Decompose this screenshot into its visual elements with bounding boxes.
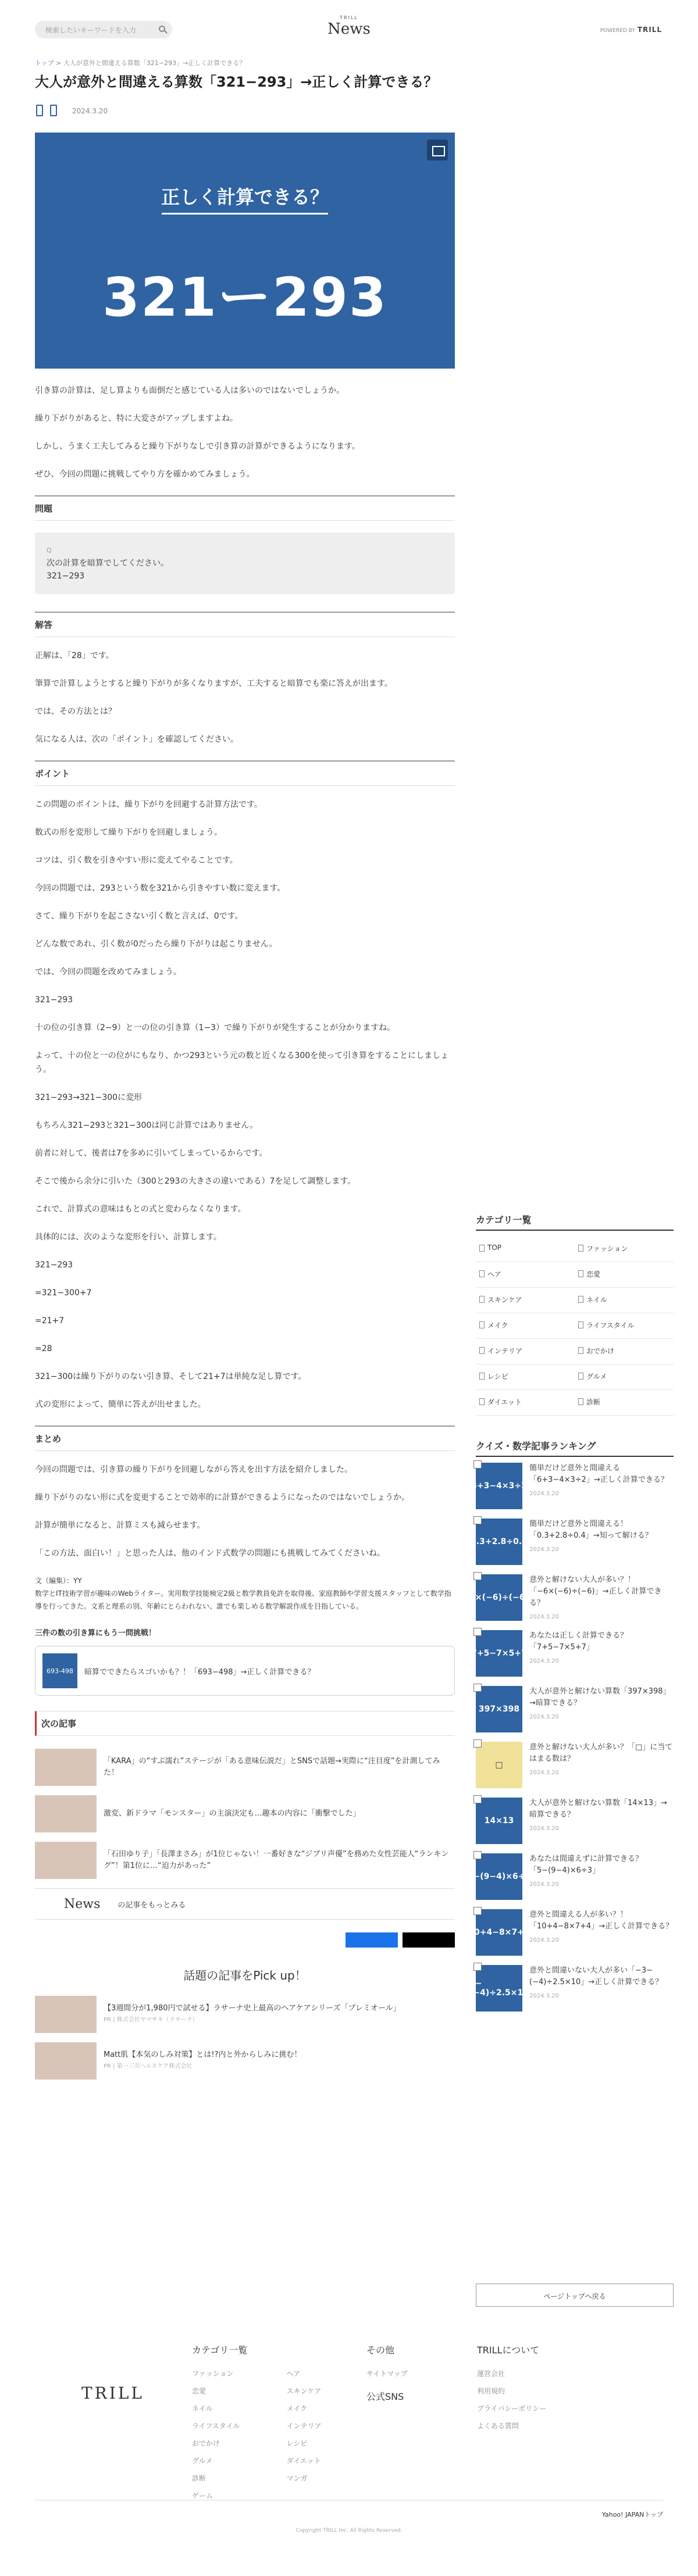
breadcrumb: [35, 58, 245, 67]
ranking-text: [522, 1519, 674, 1569]
more-news-text: の記事をもっとみる: [117, 1900, 186, 1910]
points-paragraph: では、今回の問題を改めてみましょう。: [35, 967, 181, 977]
footer-category-link[interactable]: ファッション: [192, 2370, 234, 2378]
next-title: 激変、新ドラマ「モンスター」の主演決定も…趣本の内容に「衝撃でした」: [104, 1809, 361, 1818]
powered-label: POWERED BY: [600, 28, 635, 34]
intro-paragraph: ぜひ、今回の問題に挑戦してやり方を確かめてみましょう。: [35, 470, 255, 479]
footer-other-link[interactable]: サイトマップ: [366, 2370, 408, 2378]
rank-number-badge: [473, 1795, 482, 1803]
pickup-thumb: [35, 2042, 97, 2080]
category-item[interactable]: ファッション: [575, 1237, 674, 1262]
points-paragraph: =28: [35, 1344, 52, 1353]
footer-about: [477, 2342, 546, 2435]
summary-paragraph: 「この方法、面白い！」と思った人は、他のインド式数学の問題にも挑戦してみてくださいね。: [35, 1549, 385, 1558]
ranking-text: [522, 1574, 674, 1624]
category-item[interactable]: ネイル: [575, 1288, 674, 1313]
footer-category-link[interactable]: ヘア: [286, 2370, 301, 2378]
logo-small: TRILL: [340, 15, 358, 20]
footer-logo[interactable]: TRILL: [81, 2384, 145, 2403]
rank-number-badge: [473, 1739, 482, 1748]
ranking-date: 2024.3.20: [529, 1825, 559, 1832]
points-paragraph: さて、繰り下がりを起こさない引く数と言えば、0です。: [35, 912, 243, 921]
ranking-thumb: [468, 1909, 530, 1956]
footer-category-link[interactable]: ネイル: [192, 2404, 213, 2413]
hero-underline: [162, 213, 328, 215]
hero-subtitle: 正しく計算できる？: [161, 186, 329, 208]
ranking-date: 2024.3.20: [529, 1491, 559, 1497]
intro-paragraph: しかし、うまく工夫してみると繰り下がりなしで引き算の計算ができるようになります。: [35, 442, 360, 451]
summary-heading: まとめ: [35, 1425, 455, 1451]
sidebar: [467, 1213, 674, 2021]
yahoo-link[interactable]: Yahoo! JAPANトップ: [35, 2500, 663, 2519]
next-item[interactable]: [35, 1748, 455, 1787]
more-news-logo: News: [64, 1896, 101, 1912]
pickup-title: Matt肌【本気のしみ対策】とは!?内と外からしみに挑む！: [104, 2050, 302, 2059]
ranking-thumb-text: 10+4−8×7+4: [468, 1928, 530, 1937]
ranking-text: [522, 1853, 674, 1903]
ranking-thumb-text: 5−(9−4)×6÷3: [467, 1872, 531, 1881]
ranking-thumb-text: 0.3+2.8÷0.4: [471, 1537, 528, 1546]
rank-number-badge: [473, 1684, 482, 1692]
answer-paragraph: 筆算で計算しようとすると繰り下がりが多くなりますが、工夫すると暗算でも楽に答えが出ます。: [35, 679, 393, 688]
next-title: 「石田ゆり子」「長澤まさみ」が1位じゃない！一番好きな“ジブリ声優”を務めた女性芸能人“ランキング”！第1位に…“迫力があった”: [104, 1850, 449, 1870]
rank-number-badge: [473, 1628, 482, 1636]
pickup-source: PR | 第一三共ヘルスケア株式会社: [104, 2063, 193, 2070]
points-paragraph: そこで後から余分に引いた（300と293の大きさの違いである）7を足して調整します。: [35, 1177, 356, 1186]
pickup-list: [35, 1995, 455, 2081]
point-heading: ポイント: [35, 760, 455, 786]
footer-about-link[interactable]: プライバシーポリシー: [477, 2404, 547, 2413]
breadcrumb-home[interactable]: トップ: [35, 59, 54, 67]
points-paragraph: これで、計算式の意味はもとの式と変わらなくなります。: [35, 1205, 246, 1214]
rank-number-badge: [473, 1851, 482, 1859]
ranking-thumb-text: 7+5−7×5+7: [471, 1649, 527, 1658]
ranking-text: [522, 1742, 674, 1792]
intro-section: [35, 384, 455, 481]
next-title: 「KARA」の“すぶ濡れ”ステージが「ある意味伝説だ」とSNSで話題→実際に“注目度”を計測してみた！: [104, 1757, 440, 1777]
points-paragraph: よって、十の位と一の位がにもなり、かつ293という元の数と近くなる300を使って引き算をすることにしましょう。: [35, 1051, 449, 1074]
ranking-title: 意外と間違える人が多い？！「10+4−8×7+4」→正しく計算できる？: [529, 1910, 674, 1931]
ranking-thumb-text: 14×13: [484, 1816, 514, 1825]
footer-about-heading: TRILLについて: [477, 2345, 540, 2356]
next-thumb: [35, 1749, 97, 1786]
ranking-date: 2024.3.20: [529, 1881, 559, 1888]
pickup-item[interactable]: [35, 2041, 455, 2081]
category-item[interactable]: 恋愛: [575, 1262, 674, 1288]
points-paragraph: 321−293: [35, 1260, 73, 1270]
copyright: Copyright TRILL Inc. All Rights Reserved.: [295, 2528, 403, 2534]
ranking-date: 2024.3.20: [529, 1714, 559, 1720]
more-news-link[interactable]: [35, 1888, 455, 1920]
ranking-item[interactable]: [468, 1909, 674, 1959]
bookmark-icon[interactable]: [50, 105, 57, 116]
points-paragraph: 今回の問題では、293という数を321から引きやすい数に変えます。: [35, 884, 286, 893]
ranking-thumb-text: 6×(−6)÷(−6): [469, 1593, 529, 1602]
points-paragraph: コツは、引く数を引きやすい形に変えてやることです。: [35, 856, 238, 865]
ranking-title: 大人が意外と解けない算数「14×13」→暗算できる？: [529, 1799, 667, 1819]
ranking-heading: クイズ・数学記事ランキング: [476, 1439, 674, 1457]
pickup-item[interactable]: [35, 1995, 455, 2034]
ranking-item[interactable]: [467, 1853, 674, 1903]
footer-category-link[interactable]: ライフスタイル: [192, 2422, 240, 2430]
footer-category-link[interactable]: おでかけ: [192, 2439, 220, 2448]
back-to-top-button[interactable]: ページトップへ戻る: [476, 2284, 674, 2307]
ranking-item[interactable]: [476, 1742, 674, 1792]
ranking-title: 意外と解けない大人が多い？「□」に当てはまる数は？: [529, 1743, 673, 1763]
ranking-item[interactable]: [476, 1686, 674, 1736]
footer-category-link[interactable]: ゲーム: [192, 2492, 213, 2500]
pickup-thumb: [35, 1996, 97, 2033]
powered-by: [600, 26, 662, 34]
ranking-thumb-text: 1−(−4)÷2.5×10: [469, 1979, 529, 1998]
footer-about-link[interactable]: 利用規約: [477, 2387, 505, 2395]
ranking-date: 2024.3.20: [529, 1614, 559, 1620]
question-text: 次の計算を暗算でしてください。: [47, 559, 169, 568]
share-icon[interactable]: [36, 105, 43, 116]
ranking-thumb: [467, 1853, 531, 1900]
category-heading: カテゴリ一覧: [476, 1213, 674, 1231]
question-expression: 321−293: [47, 571, 85, 581]
ranking-thumb: [471, 1630, 527, 1677]
ranking-thumb-text: 397×398: [478, 1705, 520, 1714]
question-heading: 問題: [35, 495, 455, 521]
ranking-thumb-text: □: [495, 1760, 503, 1770]
footer-about-link[interactable]: 運営会社: [477, 2370, 505, 2378]
facebook-share-button[interactable]: [346, 1932, 398, 1948]
footer-category-link[interactable]: ダイエット: [286, 2457, 321, 2465]
author-bio: 数学とIT技術学習が趣味のWebライター。実用数学技能検定2級と数学教員免許を取得後、家庭教師や学習支援スタッフとして数学指導を行ってきた。文系と理系の別、年齢にとらわれない、誰でも楽しめる数学解説作成を目指している。: [35, 1589, 451, 1610]
footer-about-link[interactable]: よくある質問: [477, 2422, 519, 2430]
ranking-item[interactable]: [471, 1630, 674, 1680]
gallery-icon[interactable]: [427, 140, 448, 160]
rank-number-badge: [473, 1460, 482, 1469]
answer-paragraph: 気になる人は、次の「ポイント」を確認してください。: [35, 735, 238, 744]
points-paragraph: この問題のポイントは、繰り下がりを回避する計算方法です。: [35, 800, 262, 809]
pickup-title: 【3週間分が1,980円で試せる】ラサーナ史上最高のヘアケアシリーズ「プレミオール」: [104, 2004, 401, 2013]
logo-main: News: [327, 20, 371, 38]
pickup-text: [104, 2049, 302, 2073]
ranking-thumb: [476, 1742, 522, 1788]
answer-section: [35, 649, 455, 746]
points-paragraph: 前者に対して、後者は7を多めに引いてしまっているからです。: [35, 1149, 268, 1158]
next-list: [35, 1748, 455, 1880]
ranking-date: 2024.3.20: [529, 1546, 559, 1553]
category-item[interactable]: レシピ: [476, 1364, 575, 1390]
next-item[interactable]: [35, 1794, 455, 1834]
points-paragraph: 321−300は繰り下がりのない引き算、そして21+7は単純な足し算です。: [35, 1372, 307, 1381]
summary-paragraph: 今回の問題では、引き算の繰り下がりを回避しながら答えを出す方法を紹介しました。: [35, 1465, 352, 1474]
ranking-text: [522, 1686, 674, 1736]
intro-paragraph: 引き算の計算は、足し算よりも面倒だと感じている人は多いのではないでしょうか。: [35, 386, 344, 395]
summary-section: [35, 1463, 455, 1560]
ranking-date: 2024.3.20: [529, 1658, 559, 1664]
header: [0, 0, 698, 56]
ranking-thumb: [476, 1798, 522, 1844]
ranking-title: 意外と間違いない大人が多い「−3−(−4)÷2.5×10」→正しく計算できる？: [529, 1966, 663, 1987]
category-item[interactable]: おでかけ: [575, 1339, 674, 1364]
category-item[interactable]: スキンケア: [476, 1288, 575, 1313]
author-block: [35, 1574, 455, 1613]
points-paragraph: もちろん321−293と321−300は同じ計算ではありません。: [35, 1121, 258, 1130]
category-item[interactable]: ライフスタイル: [575, 1313, 674, 1339]
pickup-source: PR | 株式会社ヤマサキ（ラサーナ）: [104, 2017, 198, 2023]
ranking-thumb: [476, 1686, 522, 1732]
points-paragraph: 十の位の引き算（2−9）と一の位の引き算（1−3）で繰り下がりが発生することが分かりますね。: [35, 1023, 396, 1032]
pickup-text: [104, 2003, 401, 2026]
answer-paragraph: 正解は、「28」です。: [35, 651, 114, 660]
footer-other: [366, 2342, 408, 2411]
ranking-item[interactable]: [471, 1463, 674, 1513]
footer-other-heading: その他: [366, 2345, 395, 2356]
ranking-title: あなたは正しく計算できる？「7+5−7×5+7」: [529, 1631, 628, 1652]
answer-heading: 解答: [35, 612, 455, 637]
category-item[interactable]: ダイエット: [476, 1390, 575, 1416]
ranking-item[interactable]: [469, 1574, 674, 1624]
footer-category-link[interactable]: マンガ: [286, 2474, 308, 2482]
ranking-date: 2024.3.20: [529, 1993, 559, 1999]
rank-number-badge: [473, 1572, 482, 1580]
ranking-item[interactable]: [471, 1519, 674, 1569]
ranking-date: 2024.3.20: [529, 1770, 559, 1776]
footer-cat-heading: カテゴリ一覧: [192, 2345, 248, 2356]
ranking-text: [522, 1630, 674, 1680]
footer-sns: 公式SNS: [366, 2391, 404, 2402]
points-paragraph: =321−300+7: [35, 1288, 92, 1298]
rank-number-badge: [473, 1963, 482, 1971]
more-label: 三件の数の引き算にもう一問挑戦！: [35, 1629, 156, 1638]
footer-category-link[interactable]: メイク: [286, 2404, 308, 2413]
x-share-button[interactable]: [403, 1932, 455, 1948]
points-paragraph: 321−293: [35, 995, 73, 1005]
ranking-date: 2024.3.20: [529, 1937, 559, 1943]
category-item[interactable]: グルメ: [575, 1364, 674, 1390]
answer-paragraph: では、その方法とは？: [35, 707, 116, 716]
ranking-thumb: [469, 1965, 529, 2012]
category-item[interactable]: メイク: [476, 1313, 575, 1339]
ranking-title: 意外と解けない大人が多い？！「−6×(−6)÷(−6)」→正しく計算できる？: [529, 1575, 662, 1607]
powered-brand: TRILL: [637, 26, 662, 34]
pickup-heading: 話題の記事をPick up！: [183, 1968, 307, 1982]
ranking-list: [467, 1463, 674, 2015]
author-name: 文（編集）：YY: [35, 1577, 82, 1585]
intro-paragraph: 繰り下がりがあると、特に大変さがアップしますよね。: [35, 414, 238, 423]
article-date: 2024.3.20: [72, 107, 108, 115]
category-item[interactable]: ヘア: [476, 1262, 575, 1288]
category-item[interactable]: TOP: [476, 1237, 575, 1262]
hero-image[interactable]: [35, 133, 455, 369]
summary-paragraph: 繰り下がりのない形に式を変更することで効率的に計算ができるようになったのではないでしょうか。: [35, 1493, 409, 1502]
rank-number-badge: [473, 1516, 482, 1524]
point-section: [35, 798, 455, 1412]
next-item[interactable]: [35, 1841, 455, 1880]
question-box: [35, 533, 455, 594]
ranking-thumb-text: 3+3−4×3÷2: [471, 1481, 527, 1491]
ranking-text: [522, 1965, 674, 2015]
related-title: 暗算でできたらスゴいかも？！「693−498」→正しく計算できる？: [84, 1667, 315, 1677]
ranking-title: 大人が意外と解けない算数「397×398」→暗算できる？: [529, 1687, 671, 1707]
hero-expression: 321ー293: [102, 266, 388, 328]
summary-paragraph: 計算が簡単になると、計算ミスも減らせます。: [35, 1521, 205, 1530]
footer-category-link[interactable]: インテリア: [286, 2422, 322, 2430]
category-item[interactable]: 診断: [575, 1390, 674, 1416]
search-placeholder: 検索したいキーワードを入力: [45, 26, 137, 34]
next-heading: 次の記事: [35, 1711, 455, 1736]
page-title: 大人が意外と間違える算数「321−293」→正しく計算できる？: [35, 74, 438, 90]
footer-category-link[interactable]: レシピ: [286, 2439, 308, 2448]
news-logo[interactable]: [326, 15, 372, 38]
ranking-title: 簡単だけど意外と間違える「6+3−4×3÷2」→正しく計算できる？: [529, 1464, 668, 1484]
category-grid: [476, 1237, 674, 1416]
ranking-text: [522, 1798, 674, 1848]
next-thumb: [35, 1842, 97, 1879]
next-thumb: [35, 1795, 97, 1832]
points-paragraph: 具体的には、次のような変形を行い、計算します。: [35, 1232, 222, 1242]
points-paragraph: 数式の形を変形して繰り下がりを回避しましょう。: [35, 828, 222, 837]
rank-number-badge: [473, 1907, 482, 1915]
ranking-thumb: [471, 1463, 527, 1509]
ranking-thumb: [469, 1574, 529, 1621]
related-thumb: 693-498: [42, 1653, 77, 1688]
search-input[interactable]: [35, 21, 172, 38]
footer-category-link[interactable]: スキンケア: [286, 2387, 322, 2395]
points-paragraph: どんな数であれ、引く数が0だったら繰り下がりは起こりません。: [35, 939, 277, 949]
ranking-thumb: [471, 1519, 528, 1565]
ranking-text: [522, 1909, 674, 1959]
ranking-text: [522, 1463, 674, 1513]
category-item[interactable]: インテリア: [476, 1339, 575, 1364]
ranking-title: あなたは間違えずに計算できる？「5−(9−4)×6÷3」: [529, 1855, 643, 1875]
ranking-title: 簡単だけど意外と間違える！「0.3+2.8÷0.4」→知って解ける？: [529, 1520, 653, 1540]
search-icon[interactable]: [159, 26, 165, 32]
footer-categories: [192, 2342, 322, 2504]
question-label: Q: [47, 546, 52, 554]
ranking-item[interactable]: [469, 1965, 674, 2015]
footer-category-link[interactable]: グルメ: [192, 2457, 213, 2465]
points-paragraph: 321−293→321−300に変形: [35, 1093, 143, 1102]
points-paragraph: =21+7: [35, 1316, 65, 1325]
points-paragraph: 式の変形によって、簡単に答えが出せました。: [35, 1400, 206, 1409]
ranking-item[interactable]: [476, 1798, 674, 1848]
footer-category-link[interactable]: 恋愛: [192, 2387, 206, 2395]
related-article-card[interactable]: [35, 1646, 455, 1696]
article-body: [35, 384, 455, 2088]
breadcrumb-current: > 大人が意外と間違える算数「321−293」→正しく計算できる？: [54, 59, 246, 67]
footer-category-link[interactable]: 診断: [192, 2474, 206, 2482]
